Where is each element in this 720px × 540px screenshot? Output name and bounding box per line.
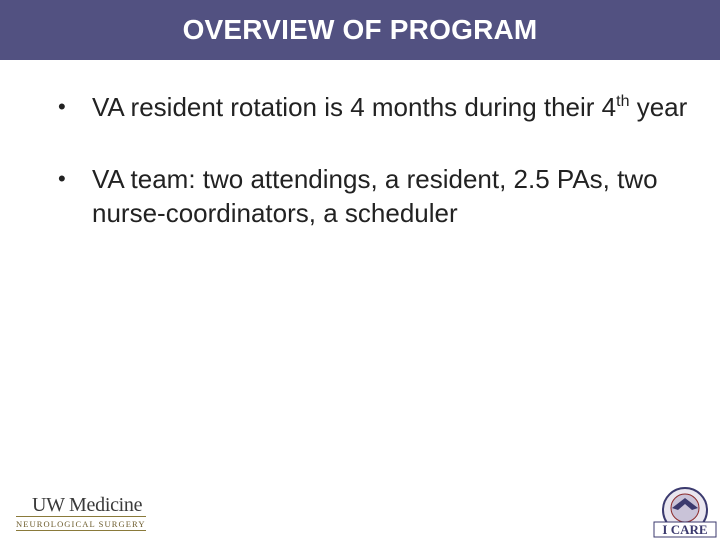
slide-title: OVERVIEW OF PROGRAM [182, 14, 538, 45]
icare-logo [652, 486, 718, 538]
uw-medicine-logo [16, 494, 146, 532]
title-bar [0, 0, 720, 60]
bullet-item-team [58, 162, 698, 230]
bullet-marker: • [58, 94, 66, 119]
bullet-list [58, 90, 698, 230]
uw-logo-name: UW Medicine [32, 494, 143, 516]
uw-logo-rule-bottom [16, 530, 146, 531]
superscript-th: th [616, 93, 630, 110]
bullet-text-team: VA team: two attendings, a resident, 2.5 PAs, two nurse-coordinators, a scheduler [92, 164, 658, 228]
bullet-text-rotation-end: year [629, 92, 688, 122]
icare-text: I CARE [662, 522, 708, 537]
bullet-marker: • [58, 166, 66, 191]
uw-logo-department: NEUROLOGICAL SURGERY [16, 519, 146, 529]
uw-logo-rule-top [16, 516, 146, 517]
bullet-item-rotation [58, 90, 698, 124]
bullet-text-rotation: VA resident rotation is 4 months during their 4 [92, 92, 617, 122]
